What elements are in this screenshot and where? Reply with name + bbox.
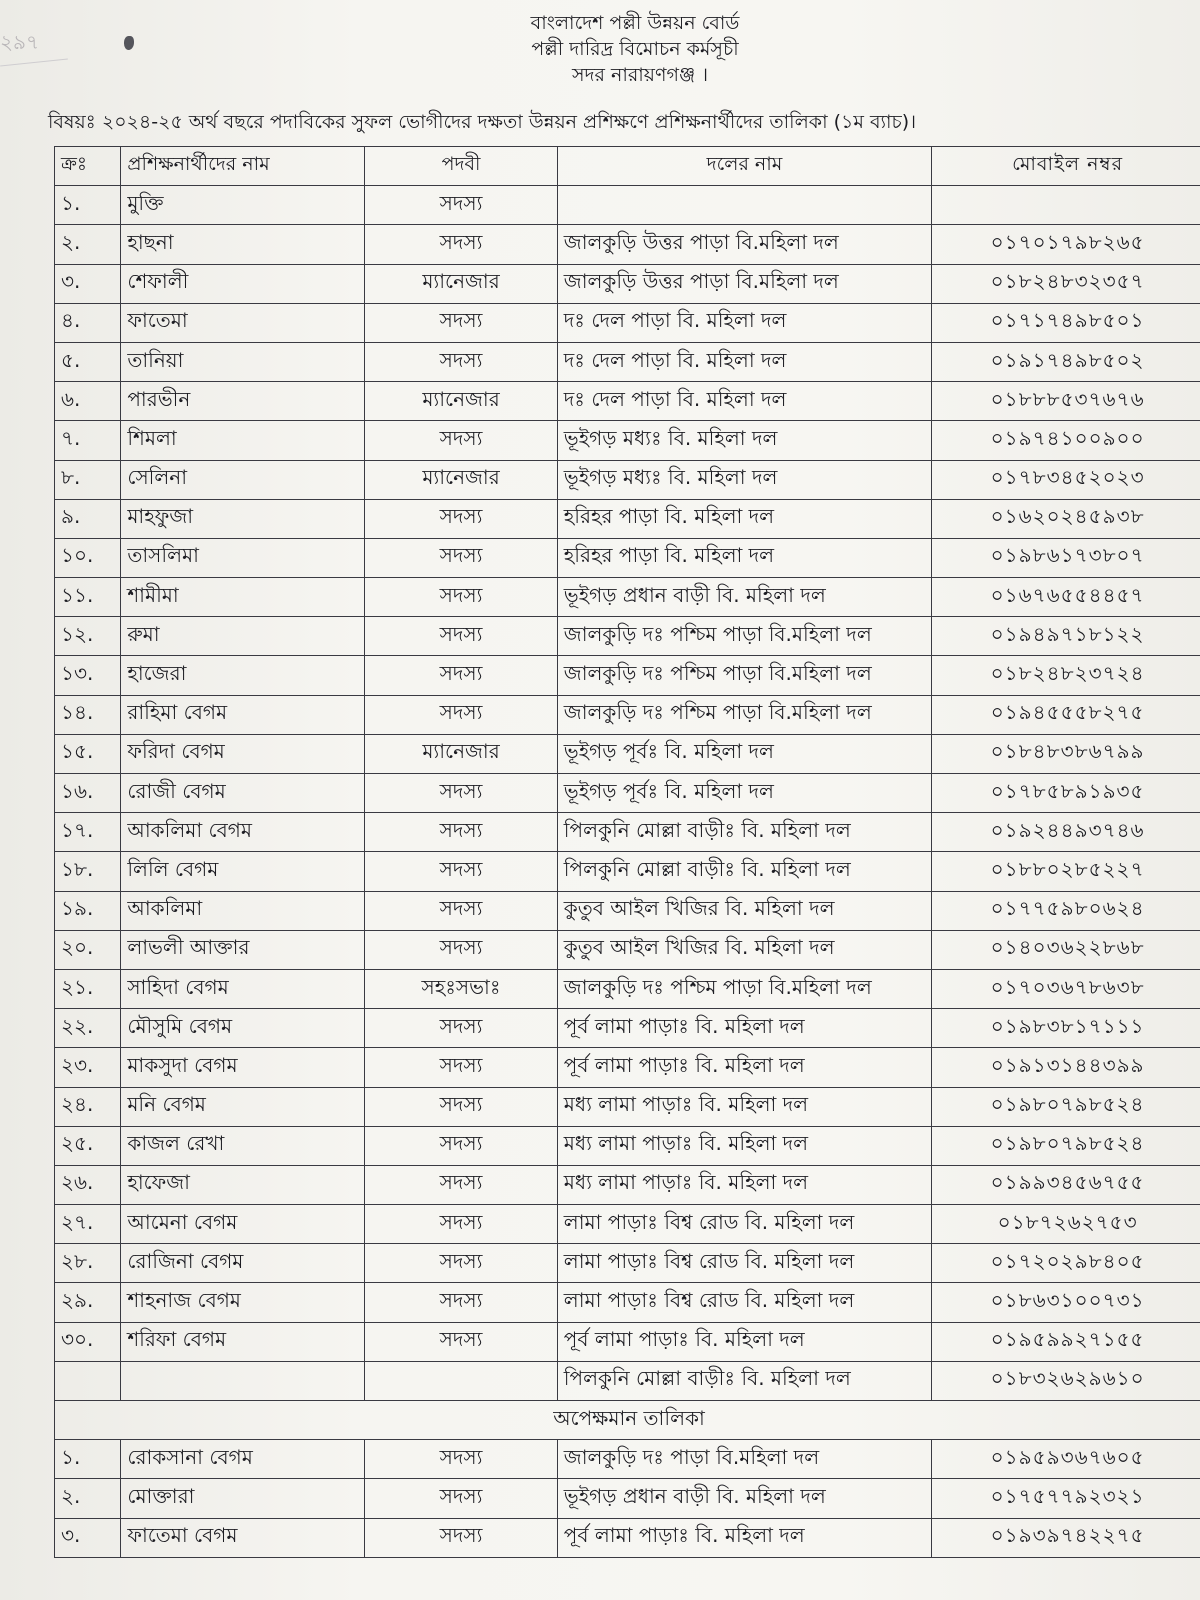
row-group: ভূইগড় মধ্যঃ বি. মহিলা দল xyxy=(557,421,931,460)
waiting-row xyxy=(55,1479,1200,1518)
row-group: দঃ দেল পাড়া বি. মহিলা দল xyxy=(557,342,931,381)
row-serial: ২৪. xyxy=(55,1087,121,1126)
table-row xyxy=(55,264,1200,303)
row-mobile: ০১৭২০২৯৮৪০৫ xyxy=(932,1244,1200,1283)
row-serial: ৩০. xyxy=(55,1322,121,1361)
table-row xyxy=(55,578,1200,617)
table-row xyxy=(55,1322,1200,1361)
row-mobile: ০১৮২৪৮৩২৩৫৭ xyxy=(932,264,1200,303)
row-group: পিলকুনি মোল্লা বাড়ীঃ বি. মহিলা দল xyxy=(557,813,931,852)
row-name: শামীমা xyxy=(121,578,365,617)
row-serial: ২১. xyxy=(55,969,121,1008)
row-mobile: ০১৯৪৫৫৫৮২৭৫ xyxy=(932,695,1200,734)
waiting-name: ফাতেমা বেগম xyxy=(121,1518,365,1557)
row-designation: সদস্য xyxy=(365,186,558,225)
row-serial: ১৭. xyxy=(55,813,121,852)
row-serial: ৫. xyxy=(55,342,121,381)
table-row xyxy=(55,891,1200,930)
row-mobile: ০১৯১৭৪৯৮৫০২ xyxy=(932,342,1200,381)
row-name: আমেনা বেগম xyxy=(121,1205,365,1244)
table-row xyxy=(55,225,1200,264)
row-designation: সদস্য xyxy=(365,1322,558,1361)
table-row xyxy=(55,342,1200,381)
row-designation: সদস্য xyxy=(365,303,558,342)
row-name: হাছনা xyxy=(121,225,365,264)
row-designation: সদস্য xyxy=(365,774,558,813)
table-row xyxy=(55,617,1200,656)
table-row xyxy=(55,656,1200,695)
row-serial: ১১. xyxy=(55,578,121,617)
row-serial: ২৬. xyxy=(55,1165,121,1204)
waiting-list-title: অপেক্ষমান তালিকা xyxy=(55,1401,1200,1440)
row-group: লামা পাড়াঃ বিশ্ব রোড বি. মহিলা দল xyxy=(557,1283,931,1322)
document-header xyxy=(0,10,1200,88)
table-row xyxy=(55,1205,1200,1244)
row-group: লামা পাড়াঃ বিশ্ব রোড বি. মহিলা দল xyxy=(557,1244,931,1283)
row-name: পারভীন xyxy=(121,382,365,421)
row-mobile: ০১৬২০২৪৫৯৩৮ xyxy=(932,499,1200,538)
header-mobile: মোবাইল নম্বর xyxy=(932,147,1200,186)
waiting-designation: সদস্য xyxy=(365,1479,558,1518)
program-name: পল্লী দারিদ্র বিমোচন কর্মসূচী xyxy=(531,38,739,60)
waiting-designation: সদস্য xyxy=(365,1518,558,1557)
row-name: মুক্তি xyxy=(121,186,365,225)
row-designation: সদস্য xyxy=(365,1165,558,1204)
table-row xyxy=(55,1087,1200,1126)
row-group: পিলকুনি মোল্লা বাড়ীঃ বি. মহিলা দল xyxy=(557,852,931,891)
table-row xyxy=(55,1165,1200,1204)
row-name: লিলি বেগম xyxy=(121,852,365,891)
row-serial: ৯. xyxy=(55,499,121,538)
waiting-row xyxy=(55,1440,1200,1479)
waiting-serial: ১. xyxy=(55,1440,121,1479)
row-name: শরিফা বেগম xyxy=(121,1322,365,1361)
row-mobile: ০১৭৮৫৮৯১৯৩৫ xyxy=(932,774,1200,813)
row-name: হাজেরা xyxy=(121,656,365,695)
table-row xyxy=(55,774,1200,813)
row-name: রুমা xyxy=(121,617,365,656)
row-group: মধ্য লামা পাড়াঃ বি. মহিলা দল xyxy=(557,1165,931,1204)
row-serial: ২০. xyxy=(55,930,121,969)
row-serial: ২৯. xyxy=(55,1283,121,1322)
row-group: পিলকুনি মোল্লা বাড়ীঃ বি. মহিলা দল xyxy=(557,1361,931,1400)
row-serial: ৬. xyxy=(55,382,121,421)
row-mobile: ০১৮৮০২৮৫২২৭ xyxy=(932,852,1200,891)
row-serial: ১. xyxy=(55,186,121,225)
row-group: পূর্ব লামা পাড়াঃ বি. মহিলা দল xyxy=(557,1009,931,1048)
row-designation: সদস্য xyxy=(365,225,558,264)
table-row xyxy=(55,1009,1200,1048)
row-group: কুতুব আইল খিজির বি. মহিলা দল xyxy=(557,930,931,969)
row-group: জালকুড়ি দঃ পশ্চিম পাড়া বি.মহিলা দল xyxy=(557,656,931,695)
table-row xyxy=(55,421,1200,460)
row-designation xyxy=(365,1361,558,1400)
row-mobile: ০১৭০১৭৯৮২৬৫ xyxy=(932,225,1200,264)
row-mobile: ০১৭৮৩৪৫২০২৩ xyxy=(932,460,1200,499)
row-mobile: ০১৮৮৮৫৩৭৬৭৬ xyxy=(932,382,1200,421)
row-mobile: ০১৯৪৯৭১৮১২২ xyxy=(932,617,1200,656)
header-name: প্রশিক্ষনার্থীদের নাম xyxy=(121,147,365,186)
header-serial: ক্রঃ xyxy=(55,147,121,186)
table-row xyxy=(55,852,1200,891)
row-serial: ১২. xyxy=(55,617,121,656)
row-designation: ম্যানেজার xyxy=(365,734,558,773)
row-mobile: ০১৯৮৬১৭৩৮০৭ xyxy=(932,538,1200,577)
row-name: ফাতেমা xyxy=(121,303,365,342)
row-mobile: ০১৯৫৯৯২৭১৫৫ xyxy=(932,1322,1200,1361)
row-designation: সদস্য xyxy=(365,1244,558,1283)
row-mobile: ০১৮৭২৬২৭৫৩ xyxy=(932,1205,1200,1244)
row-serial: ১৬. xyxy=(55,774,121,813)
waiting-mobile: ০১৯৩৯৭৪২২৭৫ xyxy=(932,1518,1200,1557)
row-name: শিমলা xyxy=(121,421,365,460)
table-row xyxy=(55,303,1200,342)
waiting-group: জালকুড়ি দঃ পাড়া বি.মহিলা দল xyxy=(557,1440,931,1479)
row-mobile: ০১৭০৩৬৭৮৬৩৮ xyxy=(932,969,1200,1008)
table-row xyxy=(55,1048,1200,1087)
row-group: লামা পাড়াঃ বিশ্ব রোড বি. মহিলা দল xyxy=(557,1205,931,1244)
row-designation: ম্যানেজার xyxy=(365,460,558,499)
row-serial xyxy=(55,1361,121,1400)
row-serial: ২৭. xyxy=(55,1205,121,1244)
row-designation: সদস্য xyxy=(365,1048,558,1087)
row-designation: সদস্য xyxy=(365,1283,558,1322)
waiting-row xyxy=(55,1518,1200,1557)
office-name: সদর নারায়ণগঞ্জ । xyxy=(571,64,709,86)
row-name: মৌসুমি বেগম xyxy=(121,1009,365,1048)
row-designation: সদস্য xyxy=(365,695,558,734)
row-mobile: ০১৮৬৩১০০৭৩১ xyxy=(932,1283,1200,1322)
row-name: শাহনাজ বেগম xyxy=(121,1283,365,1322)
table-row-extra xyxy=(55,1361,1200,1400)
waiting-list-header-row xyxy=(55,1401,1200,1440)
row-name: রাহিমা বেগম xyxy=(121,695,365,734)
row-designation: সদস্য xyxy=(365,813,558,852)
row-name: রোজিনা বেগম xyxy=(121,1244,365,1283)
row-group: পূর্ব লামা পাড়াঃ বি. মহিলা দল xyxy=(557,1048,931,1087)
trainee-table xyxy=(54,146,1200,1558)
row-designation: সদস্য xyxy=(365,578,558,617)
row-designation: সদস্য xyxy=(365,1087,558,1126)
row-designation: সহঃসভাঃ xyxy=(365,969,558,1008)
waiting-designation: সদস্য xyxy=(365,1440,558,1479)
row-group xyxy=(557,186,931,225)
row-designation: সদস্য xyxy=(365,656,558,695)
row-serial: ২৮. xyxy=(55,1244,121,1283)
row-mobile: ০১৯৮০৭৯৮৫২৪ xyxy=(932,1126,1200,1165)
row-name: ফরিদা বেগম xyxy=(121,734,365,773)
table-row xyxy=(55,186,1200,225)
table-row xyxy=(55,460,1200,499)
row-name: হাফেজা xyxy=(121,1165,365,1204)
header-designation: পদবী xyxy=(365,147,558,186)
row-group: পূর্ব লামা পাড়াঃ বি. মহিলা দল xyxy=(557,1322,931,1361)
row-serial: ২. xyxy=(55,225,121,264)
row-serial: ১৩. xyxy=(55,656,121,695)
waiting-name: মোক্তারা xyxy=(121,1479,365,1518)
row-mobile: ০১৭১৭৪৯৮৫০১ xyxy=(932,303,1200,342)
row-group: জালকুড়ি দঃ পশ্চিম পাড়া বি.মহিলা দল xyxy=(557,695,931,734)
row-group: ভূইগড় পূর্বঃ বি. মহিলা দল xyxy=(557,734,931,773)
row-group: মধ্য লামা পাড়াঃ বি. মহিলা দল xyxy=(557,1126,931,1165)
row-serial: ১৪. xyxy=(55,695,121,734)
row-group: জালকুড়ি দঃ পশ্চিম পাড়া বি.মহিলা দল xyxy=(557,969,931,1008)
row-serial: ৭. xyxy=(55,421,121,460)
row-group: ভূইগড় পূর্বঃ বি. মহিলা দল xyxy=(557,774,931,813)
row-group: হরিহর পাড়া বি. মহিলা দল xyxy=(557,538,931,577)
row-name: লাভলী আক্তার xyxy=(121,930,365,969)
row-designation: ম্যানেজার xyxy=(365,382,558,421)
row-mobile: ০১৪০৩৬২২৮৬৮ xyxy=(932,930,1200,969)
row-mobile: ০১৬৭৬৫৫৪৪৫৭ xyxy=(932,578,1200,617)
row-group: ভূইগড় প্রধান বাড়ী বি. মহিলা দল xyxy=(557,578,931,617)
table-row xyxy=(55,1244,1200,1283)
waiting-mobile: ০১৭৫৭৭৯২৩২১ xyxy=(932,1479,1200,1518)
row-mobile: ০১৯৮০৭৯৮৫২৪ xyxy=(932,1087,1200,1126)
row-mobile: ০১৯৮৩৮১৭১১১ xyxy=(932,1009,1200,1048)
waiting-group: পূর্ব লামা পাড়াঃ বি. মহিলা দল xyxy=(557,1518,931,1557)
row-designation: সদস্য xyxy=(365,1126,558,1165)
row-mobile: ০১৯২৪৪৯৩৭৪৬ xyxy=(932,813,1200,852)
row-designation: সদস্য xyxy=(365,1205,558,1244)
row-designation: ম্যানেজার xyxy=(365,264,558,303)
row-designation: সদস্য xyxy=(365,499,558,538)
row-mobile: ০১৮৪৮৩৮৬৭৯৯ xyxy=(932,734,1200,773)
table-row xyxy=(55,734,1200,773)
waiting-serial: ২. xyxy=(55,1479,121,1518)
row-serial: ২৫. xyxy=(55,1126,121,1165)
table-row xyxy=(55,813,1200,852)
row-name xyxy=(121,1361,365,1400)
row-group: দঃ দেল পাড়া বি. মহিলা দল xyxy=(557,303,931,342)
row-serial: ১৫. xyxy=(55,734,121,773)
org-name: বাংলাদেশ পল্লী উন্নয়ন বোর্ড xyxy=(530,12,740,34)
header-group: দলের নাম xyxy=(557,147,931,186)
row-name: রোজী বেগম xyxy=(121,774,365,813)
row-name: আকলিমা xyxy=(121,891,365,930)
table-row xyxy=(55,1283,1200,1322)
row-designation: সদস্য xyxy=(365,852,558,891)
row-designation: সদস্য xyxy=(365,930,558,969)
row-mobile: ০১৭৭৫৯৮০৬২৪ xyxy=(932,891,1200,930)
row-serial: ১৮. xyxy=(55,852,121,891)
row-group: দঃ দেল পাড়া বি. মহিলা দল xyxy=(557,382,931,421)
row-designation: সদস্য xyxy=(365,891,558,930)
table-row xyxy=(55,930,1200,969)
row-serial: ২৩. xyxy=(55,1048,121,1087)
row-group: ভূইগড় মধ্যঃ বি. মহিলা দল xyxy=(557,460,931,499)
row-group: হরিহর পাড়া বি. মহিলা দল xyxy=(557,499,931,538)
table-row xyxy=(55,382,1200,421)
row-name: মনি বেগম xyxy=(121,1087,365,1126)
waiting-serial: ৩. xyxy=(55,1518,121,1557)
row-designation: সদস্য xyxy=(365,421,558,460)
row-serial: ৮. xyxy=(55,460,121,499)
subject-line: বিষয়ঃ ২০২৪-২৫ অর্থ বছরে পদাবিকের সুফল ভোগীদের দক্ষতা উন্নয়ন প্রশিক্ষণে প্রশিক্ষনার্থীদের তালিকা (১ম ব্যাচ)। xyxy=(48,111,916,133)
table-row xyxy=(55,969,1200,1008)
row-group: কুতুব আইল খিজির বি. মহিলা দল xyxy=(557,891,931,930)
row-designation: সদস্য xyxy=(365,538,558,577)
corner-mark: ২৯৭ xyxy=(0,30,39,54)
table-row xyxy=(55,538,1200,577)
row-group: জালকুড়ি উত্তর পাড়া বি.মহিলা দল xyxy=(557,264,931,303)
waiting-mobile: ০১৯৫৯৩৬৭৬০৫ xyxy=(932,1440,1200,1479)
row-name: সেলিনা xyxy=(121,460,365,499)
waiting-group: ভূইগড় প্রধান বাড়ী বি. মহিলা দল xyxy=(557,1479,931,1518)
row-mobile: ০১৯৯৩৪৫৬৭৫৫ xyxy=(932,1165,1200,1204)
row-serial: ১৯. xyxy=(55,891,121,930)
row-mobile: ০১৯৭৪১০০৯০০ xyxy=(932,421,1200,460)
row-name: মাকসুদা বেগম xyxy=(121,1048,365,1087)
row-mobile: ০১৮২৪৮২৩৭২৪ xyxy=(932,656,1200,695)
row-group: জালকুড়ি উত্তর পাড়া বি.মহিলা দল xyxy=(557,225,931,264)
row-name: মাহফুজা xyxy=(121,499,365,538)
trainee-table-body xyxy=(55,147,1200,1558)
table-header-row xyxy=(55,147,1200,186)
row-designation: সদস্য xyxy=(365,617,558,656)
row-name: শেফালী xyxy=(121,264,365,303)
table-row xyxy=(55,695,1200,734)
table-row xyxy=(55,499,1200,538)
row-designation: সদস্য xyxy=(365,342,558,381)
row-mobile: ০১৯১৩১৪৪৩৯৯ xyxy=(932,1048,1200,1087)
row-group: জালকুড়ি দঃ পশ্চিম পাড়া বি.মহিলা দল xyxy=(557,617,931,656)
row-group: মধ্য লামা পাড়াঃ বি. মহিলা দল xyxy=(557,1087,931,1126)
row-mobile: ০১৮৩২৬২৯৬১০ xyxy=(932,1361,1200,1400)
waiting-name: রোকসানা বেগম xyxy=(121,1440,365,1479)
row-name: আকলিমা বেগম xyxy=(121,813,365,852)
row-name: কাজল রেখা xyxy=(121,1126,365,1165)
row-name: সাহিদা বেগম xyxy=(121,969,365,1008)
row-designation: সদস্য xyxy=(365,1009,558,1048)
row-serial: ১০. xyxy=(55,538,121,577)
row-name: তাসলিমা xyxy=(121,538,365,577)
row-mobile xyxy=(932,186,1200,225)
row-serial: ৪. xyxy=(55,303,121,342)
row-name: তানিয়া xyxy=(121,342,365,381)
table-row xyxy=(55,1126,1200,1165)
row-serial: ২২. xyxy=(55,1009,121,1048)
row-serial: ৩. xyxy=(55,264,121,303)
